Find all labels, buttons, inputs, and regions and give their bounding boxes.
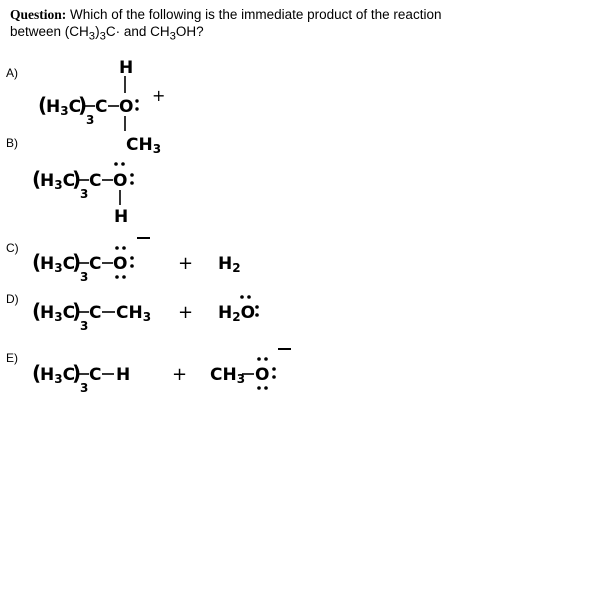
option-d-lone-pair-dot bbox=[247, 295, 251, 299]
option-e-lone-pair-dot bbox=[257, 386, 261, 390]
option-d-open-paren: ( bbox=[32, 299, 42, 323]
option-d-structure bbox=[32, 295, 259, 333]
option-c-c-atom: C bbox=[89, 254, 102, 274]
option-d-close-paren: ) bbox=[72, 299, 82, 323]
option-a-o-atom: O bbox=[119, 97, 134, 117]
option-c-open-paren: ( bbox=[32, 250, 42, 274]
option-a-charge: + bbox=[152, 86, 166, 105]
option-d-second-product: H2O bbox=[218, 303, 256, 324]
option-a-close-paren: ) bbox=[78, 93, 88, 117]
option-d-plus: + bbox=[178, 302, 194, 323]
option-b-lone-pair-dot bbox=[130, 181, 134, 185]
option-e-second-product: CH3 bbox=[210, 365, 246, 386]
option-b-lone-pair-dot bbox=[121, 162, 125, 166]
option-c-lone-pair-dot bbox=[115, 246, 119, 250]
option-a-tbu-group: H3C bbox=[46, 97, 82, 118]
option-e-open-paren: ( bbox=[32, 361, 42, 385]
option-e-c-atom: C bbox=[89, 365, 102, 385]
option-e-letter: E) bbox=[6, 351, 18, 365]
option-c-lone-pair-dot bbox=[115, 275, 119, 279]
option-a-structure bbox=[38, 58, 165, 156]
option-e-lone-pair-dot bbox=[272, 367, 276, 371]
option-a-top-atom: H bbox=[119, 58, 134, 78]
option-a-bottom-atom: CH3 bbox=[126, 135, 162, 156]
question-text-3: C· and CH bbox=[105, 24, 170, 39]
option-b-structure bbox=[32, 162, 134, 227]
option-e-o-atom: O bbox=[255, 365, 270, 385]
option-e-lone-pair-dot bbox=[272, 375, 276, 379]
question-label: Question: bbox=[10, 7, 67, 22]
option-d-lone-pair-dot bbox=[255, 313, 259, 317]
option-c-tbu-sub: 3 bbox=[80, 270, 89, 284]
question-text-1: Which of the following is the immediate product of the reaction between (CH bbox=[10, 7, 442, 39]
option-e-tbu-sub: 3 bbox=[80, 381, 89, 395]
option-b-c-atom: C bbox=[89, 171, 102, 191]
option-c-close-paren: ) bbox=[72, 250, 82, 274]
option-b-close-paren: ) bbox=[72, 167, 82, 191]
question-text-4: OH? bbox=[175, 24, 204, 39]
option-c-tbu-group: H3C bbox=[40, 254, 76, 275]
option-c-lone-pair-dot bbox=[122, 275, 126, 279]
option-b-lone-pair-dot bbox=[114, 162, 118, 166]
option-d-tbu-sub: 3 bbox=[80, 319, 89, 333]
option-e-lone-pair-dot bbox=[264, 386, 268, 390]
option-b-tbu-group: H3C bbox=[40, 171, 76, 192]
option-e-tbu-group: H3C bbox=[40, 365, 76, 386]
option-e-structure bbox=[32, 349, 291, 395]
option-c-letter: C) bbox=[6, 241, 19, 255]
option-e-lone-pair-dot bbox=[257, 357, 261, 361]
question-sub-3: 3 bbox=[169, 30, 176, 43]
option-a-tbu-sub: 3 bbox=[86, 113, 95, 127]
option-d-lone-pair-dot bbox=[240, 295, 244, 299]
option-b-letter: B) bbox=[6, 136, 18, 150]
option-b-bottom-atom: H bbox=[114, 207, 129, 227]
option-e-terminal: H bbox=[116, 365, 131, 385]
option-a-letter: A) bbox=[6, 66, 18, 80]
option-d-letter: D) bbox=[6, 292, 19, 306]
option-c-o-atom: O bbox=[113, 254, 128, 274]
option-b-open-paren: ( bbox=[32, 167, 42, 191]
question-sub-2: 3 bbox=[99, 30, 106, 43]
option-b-lone-pair-dot bbox=[130, 173, 134, 177]
option-e-close-paren: ) bbox=[72, 361, 82, 385]
option-c-lone-pair-dot bbox=[130, 264, 134, 268]
option-d-c-atom: C bbox=[89, 303, 102, 323]
question-text-2: ) bbox=[95, 24, 100, 39]
option-a-lone-pair-dot bbox=[135, 107, 138, 110]
option-c-structure bbox=[32, 238, 241, 284]
option-c-lone-pair-dot bbox=[130, 256, 134, 260]
option-d-lone-pair-dot bbox=[255, 305, 259, 309]
option-c-plus: + bbox=[178, 253, 194, 274]
option-d-tbu-group: H3C bbox=[40, 303, 76, 324]
option-a-lone-pair-dot bbox=[135, 99, 138, 102]
option-e-lone-pair-dot bbox=[264, 357, 268, 361]
question-sub-1: 3 bbox=[88, 30, 96, 43]
option-d-terminal: CH3 bbox=[116, 303, 152, 324]
option-c-second-product: H2 bbox=[218, 254, 241, 275]
option-e-plus: + bbox=[172, 364, 188, 385]
option-c-lone-pair-dot bbox=[122, 246, 126, 250]
option-b-o-atom: O bbox=[113, 171, 128, 191]
option-a-c-atom: C bbox=[95, 97, 108, 117]
option-a-open-paren: ( bbox=[38, 93, 48, 117]
option-b-tbu-sub: 3 bbox=[80, 187, 89, 201]
